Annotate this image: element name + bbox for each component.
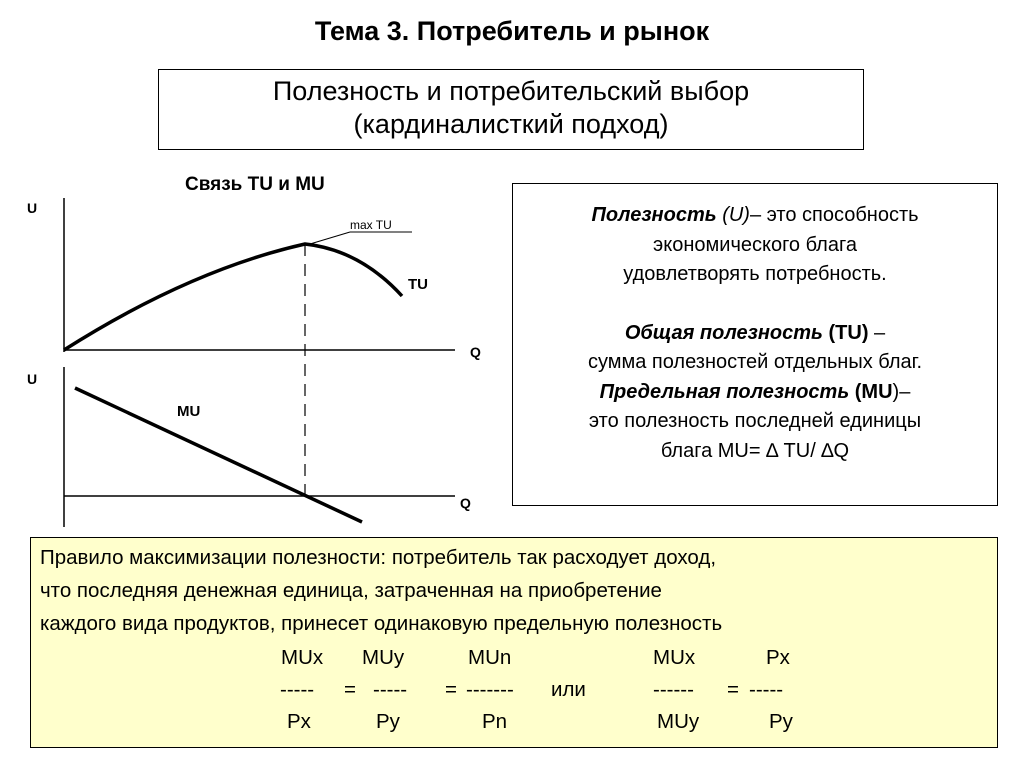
- tu-text: сумма полезностей отдельных благ.: [587, 351, 923, 373]
- formula-eq-2: =: [445, 678, 457, 701]
- top-x-label: Q: [470, 344, 481, 360]
- formula-r-den-muy: MUy: [657, 710, 700, 733]
- utility-text-2: экономического блага: [653, 233, 857, 256]
- formula-r-bar-2: -----: [749, 678, 784, 701]
- formula-r-num-px: Px: [766, 646, 790, 669]
- formula-den-pn: Pn: [482, 710, 508, 733]
- page-title: Тема 3. Потребитель и рынок: [314, 16, 710, 46]
- max-tu-pointer: [310, 232, 350, 244]
- formula-bar-3: -------: [466, 678, 514, 701]
- utility-text-3: удовлетворять потребность.: [623, 263, 887, 285]
- formula-num-muy: MUy: [362, 646, 405, 669]
- formula-bars: [31, 678, 997, 708]
- subtitle-line-1: Полезность и потребительский выбор: [272, 76, 750, 106]
- tu-symbol: (TU): [822, 321, 869, 344]
- mu-symbol: (MU: [849, 380, 893, 403]
- rule-box: [30, 537, 998, 748]
- mu-definition-line-1: [513, 378, 997, 408]
- top-y-label: U: [27, 200, 38, 216]
- bottom-x-label: Q: [460, 495, 471, 511]
- graph-heading: Связь TU и MU: [185, 174, 325, 195]
- utility-text-1: – это способность: [749, 204, 919, 226]
- tu-mu-graph: [0, 160, 512, 535]
- tu-dash: –: [868, 321, 886, 344]
- formula-num-mux: MUx: [281, 646, 324, 669]
- formula-r-num-mux: MUx: [653, 646, 696, 669]
- formula-den-px: Px: [287, 710, 311, 733]
- tu-definition-line-1: [513, 319, 997, 349]
- mu-term: Предельная полезность: [599, 380, 850, 403]
- formula-or: или: [551, 678, 586, 701]
- max-tu-label: max TU: [350, 218, 392, 232]
- tu-curve: [64, 244, 402, 350]
- formula-den-py: Py: [376, 710, 400, 733]
- formula-r-den-py: Py: [769, 710, 793, 733]
- mu-line: [75, 388, 362, 522]
- bottom-y-label: U: [27, 371, 38, 387]
- mu-line-label: MU: [177, 403, 201, 420]
- mu-text-2: блага MU= ∆ TU/ ∆Q: [660, 439, 850, 462]
- formula-eq-1: =: [344, 678, 356, 701]
- mu-dash: )–: [892, 380, 911, 403]
- utility-term: Полезность: [591, 204, 717, 226]
- formula-r-eq: =: [727, 678, 739, 701]
- formula-r-bar-1: ------: [653, 678, 694, 701]
- utility-symbol: (U): [722, 204, 750, 226]
- formula-bar-1: -----: [280, 678, 315, 701]
- utility-definition-line-1: [513, 201, 997, 231]
- formula-bar-2: -----: [373, 678, 408, 701]
- formula-denominators: [31, 710, 997, 740]
- tu-curve-label: TU: [408, 276, 428, 293]
- definitions-box: [512, 183, 998, 506]
- mu-text-1: это полезность последней единицы: [588, 410, 922, 432]
- tu-term: Общая полезность: [624, 321, 823, 344]
- subtitle-box: [158, 69, 864, 150]
- subtitle-line-2: (кардиналисткий подход): [353, 109, 669, 139]
- formula-num-mun: MUn: [468, 646, 512, 669]
- rule-line-3: каждого вида продуктов, принесет одинаковую предельную полезность: [40, 612, 723, 635]
- formula-numerators: [31, 646, 997, 676]
- rule-line-1: Правило максимизации полезности: потребитель так расходует доход,: [40, 546, 717, 569]
- rule-line-2: что последняя денежная единица, затраченная на приобретение: [40, 579, 662, 602]
